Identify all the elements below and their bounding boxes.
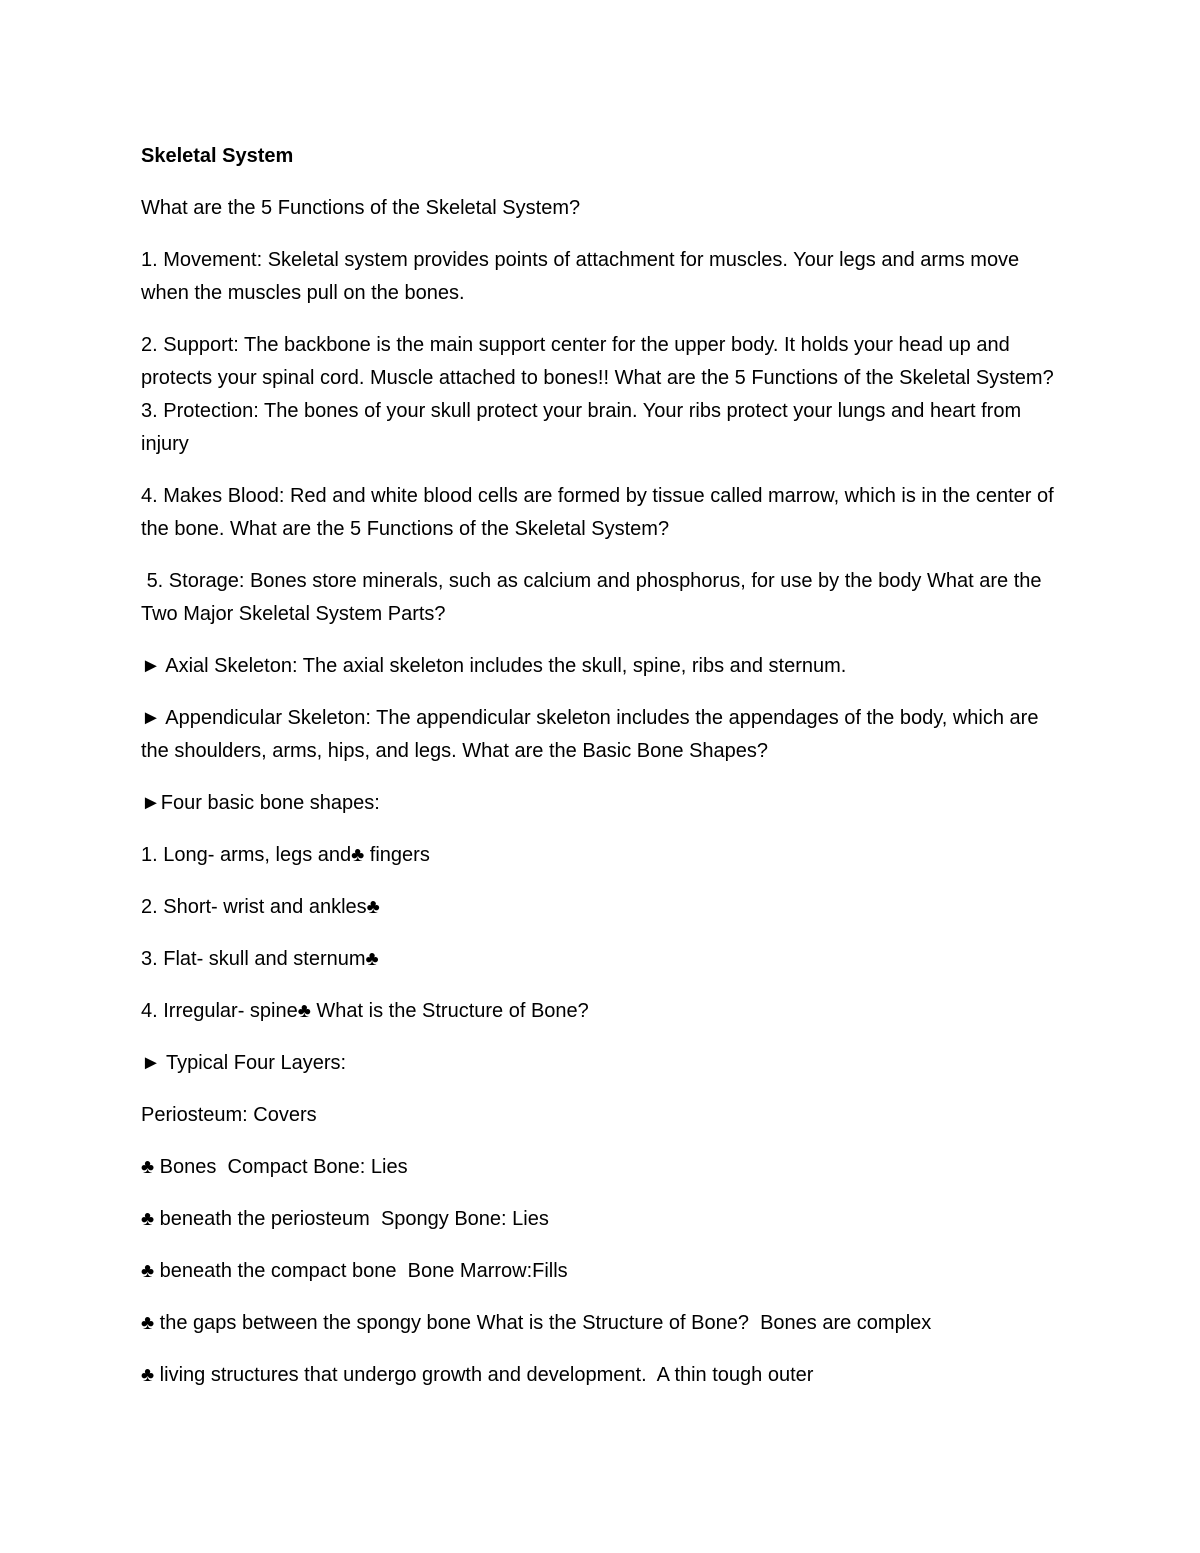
paragraph-movement: 1. Movement: Skeletal system provides points of attachment for muscles. Your legs and arms move when the muscles pull on the bones. [141, 249, 1020, 304]
paragraph-compact-bone: ♣ Bones Compact Bone: Lies [141, 1156, 408, 1178]
paragraph-long-bones: 1. Long- arms, legs and♣ fingers [141, 844, 430, 866]
paragraph-living-structures: ♣ living structures that undergo growth and development. A thin tough outer [141, 1364, 814, 1386]
paragraph-functions-question: What are the 5 Functions of the Skeletal System? [141, 197, 581, 219]
paragraph-storage: 5. Storage: Bones store minerals, such as calcium and phosphorus, for use by the body What are the Two Major Skeletal System Parts? [141, 570, 1047, 625]
document-body [141, 140, 1061, 1411]
paragraph-axial-skeleton: ► Axial Skeleton: The axial skeleton includes the skull, spine, ribs and sternum. [141, 655, 847, 677]
paragraph-structure-complex: ♣ the gaps between the spongy bone What is the Structure of Bone? Bones are complex [141, 1312, 932, 1334]
paragraph-irregular-bones: 4. Irregular- spine♣ What is the Structure of Bone? [141, 1000, 589, 1022]
paragraph-short-bones: 2. Short- wrist and ankles♣ [141, 896, 380, 918]
paragraph-spongy-bone: ♣ beneath the periosteum Spongy Bone: Lies [141, 1208, 549, 1230]
paragraph-bone-marrow: ♣ beneath the compact bone Bone Marrow:Fills [141, 1260, 568, 1282]
document-title: Skeletal System [141, 145, 294, 167]
paragraph-appendicular-skeleton: ► Appendicular Skeleton: The appendicular skeleton includes the appendages of the body, which are the shoulders, arms, hips, and legs. What are the Basic Bone Shapes? [141, 707, 1039, 762]
paragraph-makes-blood: 4. Makes Blood: Red and white blood cells are formed by tissue called marrow, which is in the center of the bone. What are the 5 Functions of the Skeletal System? [141, 485, 1054, 540]
paragraph-four-layers: ► Typical Four Layers: [141, 1052, 347, 1074]
paragraph-flat-bones: 3. Flat- skull and sternum♣ [141, 948, 379, 970]
paragraph-support-protection: 2. Support: The backbone is the main support center for the upper body. It holds your head up and protects your spinal cord. Muscle attached to bones!! What are the 5 Functions of the Skeletal System? 3. Protection: The bones of your skull protect your brain. Your ribs protect your lungs and heart from injury [141, 334, 1054, 455]
paragraph-periosteum: Periosteum: Covers [141, 1104, 317, 1126]
paragraph-bone-shapes-heading: ►Four basic bone shapes: [141, 792, 380, 814]
